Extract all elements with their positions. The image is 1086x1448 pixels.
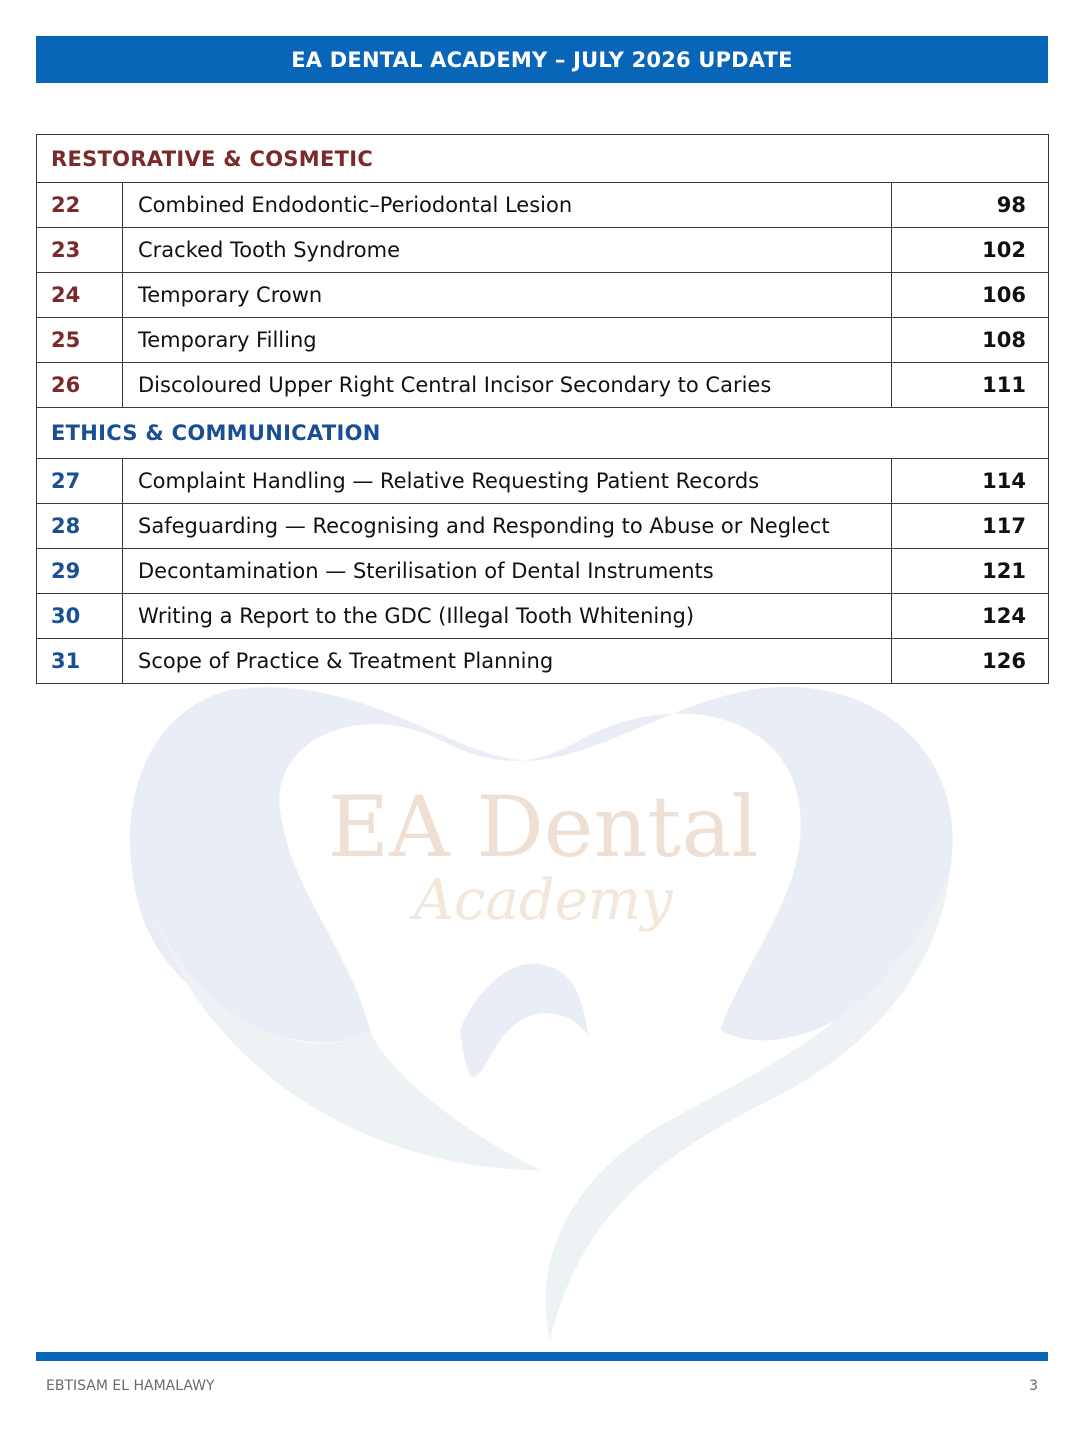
tooth-logo-watermark	[110, 650, 970, 1350]
entry-number: 31	[37, 639, 123, 684]
entry-number: 22	[37, 183, 123, 228]
entry-title: Combined Endodontic–Periodontal Lesion	[123, 183, 892, 228]
footer-page-number: 3	[1029, 1378, 1038, 1394]
entry-title: Discoloured Upper Right Central Incisor Secondary to Caries	[123, 363, 892, 408]
section-heading: ETHICS & COMMUNICATION	[37, 408, 1049, 459]
entry-number: 28	[37, 504, 123, 549]
header-title: EA DENTAL ACADEMY – JULY 2026 UPDATE	[291, 47, 793, 72]
header-bar	[36, 36, 1048, 83]
table-row[interactable]	[37, 183, 1049, 228]
table-row[interactable]	[37, 504, 1049, 549]
section-heading-row	[37, 135, 1049, 183]
entry-title: Cracked Tooth Syndrome	[123, 228, 892, 273]
table-row[interactable]	[37, 459, 1049, 504]
entry-page: 102	[892, 228, 1049, 273]
entry-title: Writing a Report to the GDC (Illegal Tooth Whitening)	[123, 594, 892, 639]
entry-page: 111	[892, 363, 1049, 408]
table-of-contents	[36, 134, 1049, 684]
entry-number: 25	[37, 318, 123, 363]
entry-title: Complaint Handling — Relative Requesting Patient Records	[123, 459, 892, 504]
entry-title: Safeguarding — Recognising and Responding to Abuse or Neglect	[123, 504, 892, 549]
watermark-line2: Academy	[413, 868, 673, 933]
table-row[interactable]	[37, 363, 1049, 408]
table-row[interactable]	[37, 228, 1049, 273]
entry-page: 126	[892, 639, 1049, 684]
entry-number: 26	[37, 363, 123, 408]
entry-page: 106	[892, 273, 1049, 318]
entry-number: 23	[37, 228, 123, 273]
entry-title: Temporary Crown	[123, 273, 892, 318]
table-row[interactable]	[37, 273, 1049, 318]
section-heading-row	[37, 408, 1049, 459]
entry-number: 24	[37, 273, 123, 318]
entry-page: 121	[892, 549, 1049, 594]
entry-page: 117	[892, 504, 1049, 549]
entry-title: Decontamination — Sterilisation of Dental Instruments	[123, 549, 892, 594]
entry-title: Temporary Filling	[123, 318, 892, 363]
entry-title: Scope of Practice & Treatment Planning	[123, 639, 892, 684]
entry-page: 114	[892, 459, 1049, 504]
footer-bar	[36, 1352, 1048, 1361]
entry-page: 108	[892, 318, 1049, 363]
section-heading: RESTORATIVE & COSMETIC	[37, 135, 1049, 183]
entry-number: 30	[37, 594, 123, 639]
table-row[interactable]	[37, 639, 1049, 684]
entry-page: 124	[892, 594, 1049, 639]
table-row[interactable]	[37, 549, 1049, 594]
entry-number: 29	[37, 549, 123, 594]
watermark-line1: EA Dental	[327, 778, 759, 876]
table-row[interactable]	[37, 594, 1049, 639]
entry-page: 98	[892, 183, 1049, 228]
table-row[interactable]	[37, 318, 1049, 363]
entry-number: 27	[37, 459, 123, 504]
footer-author: EBTISAM EL HAMALAWY	[46, 1378, 215, 1394]
